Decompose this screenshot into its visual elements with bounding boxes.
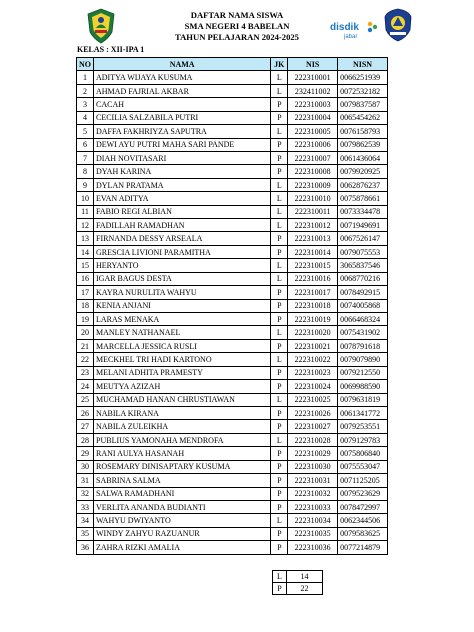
cell-name: MARCELLA JESSICA RUSLI	[94, 339, 271, 352]
cell-nisn: 0075431902	[338, 326, 388, 339]
cell-nisn: 0073334478	[338, 205, 388, 218]
cell-nis: 222310024	[288, 380, 338, 393]
cell-name: ROSEMARY DINISAPTARY KUSUMA	[94, 460, 271, 473]
cell-nisn: 0076158793	[338, 125, 388, 138]
cell-name: GRESCIA LIVIONI PARAMITHA	[94, 245, 271, 258]
cell-no: 27	[77, 420, 94, 433]
cell-nis: 222310003	[288, 98, 338, 111]
cell-nisn: 0079631819	[338, 393, 388, 406]
cell-name: MANLEY NATHANAEL	[94, 326, 271, 339]
cell-nisn: 0079129783	[338, 433, 388, 446]
table-header-row	[77, 58, 388, 71]
cell-nisn: 0075553047	[338, 460, 388, 473]
cell-no: 31	[77, 474, 94, 487]
cell-no: 15	[77, 259, 94, 272]
cell-name: KAYRA NURULITA WAHYU	[94, 286, 271, 299]
cell-no: 34	[77, 514, 94, 527]
cell-nis: 222310028	[288, 433, 338, 446]
svg-text:disdik: disdik	[330, 22, 359, 33]
cell-name: FADILLAH RAMADHAN	[94, 219, 271, 232]
table-row	[77, 474, 388, 487]
summary-row	[273, 583, 323, 595]
table-row	[77, 286, 388, 299]
table-row	[77, 514, 388, 527]
cell-name: AHMAD FAJRIAL AKBAR	[94, 84, 271, 97]
cell-no: 22	[77, 353, 94, 366]
table-row	[77, 433, 388, 446]
table-row	[77, 366, 388, 379]
cell-nisn: 0069988590	[338, 380, 388, 393]
cell-nisn: 0079075553	[338, 245, 388, 258]
cell-jk: P	[271, 366, 288, 379]
table-row	[77, 339, 388, 352]
cell-name: NABILA ZULEIKHA	[94, 420, 271, 433]
summary-count: 22	[287, 583, 323, 595]
cell-name: CACAH	[94, 98, 271, 111]
cell-nisn: 0066251939	[338, 71, 388, 84]
cell-jk: L	[271, 433, 288, 446]
column-header-jk: JK	[271, 58, 288, 71]
table-row	[77, 406, 388, 419]
cell-nis: 222310006	[288, 138, 338, 151]
cell-jk: P	[271, 500, 288, 513]
svg-text:jabar: jabar	[344, 34, 358, 40]
cell-nisn: 0075806840	[338, 447, 388, 460]
cell-no: 8	[77, 165, 94, 178]
cell-nisn: 0074005868	[338, 299, 388, 312]
cell-no: 18	[77, 299, 94, 312]
cell-nis: 222310020	[288, 326, 338, 339]
cell-name: DAFFA FAKHRIYZA SAPUTRA	[94, 125, 271, 138]
cell-no: 30	[77, 460, 94, 473]
table-row	[77, 272, 388, 285]
cell-no: 5	[77, 125, 94, 138]
cell-nis: 222310001	[288, 71, 338, 84]
table-row	[77, 205, 388, 218]
cell-jk: P	[271, 286, 288, 299]
cell-nisn: 0061436064	[338, 151, 388, 164]
school-emblem-logo	[384, 8, 412, 42]
column-header-nisn: NISN	[338, 58, 388, 71]
cell-nis: 222310010	[288, 192, 338, 205]
cell-name: MUCHAMAD HANAN CHRUSTIAWAN	[94, 393, 271, 406]
table-row	[77, 138, 388, 151]
cell-jk: P	[271, 380, 288, 393]
gender-summary-table	[272, 570, 323, 595]
table-row	[77, 500, 388, 513]
cell-name: ADITYA WIJAYA KUSUMA	[94, 71, 271, 84]
table-row	[77, 447, 388, 460]
cell-jk: P	[271, 474, 288, 487]
cell-jk: P	[271, 138, 288, 151]
cell-name: WAHYU DWIYANTO	[94, 514, 271, 527]
cell-no: 21	[77, 339, 94, 352]
cell-nisn: 0061341772	[338, 406, 388, 419]
table-row	[77, 165, 388, 178]
cell-jk: L	[271, 514, 288, 527]
cell-name: DYAH KARINA	[94, 165, 271, 178]
cell-nis: 222310007	[288, 151, 338, 164]
table-row	[77, 245, 388, 258]
cell-nisn: 0062876237	[338, 178, 388, 191]
cell-no: 16	[77, 272, 94, 285]
table-row	[77, 527, 388, 540]
cell-nis: 222310034	[288, 514, 338, 527]
cell-nis: 222310015	[288, 259, 338, 272]
column-header-no: NO	[77, 58, 94, 71]
cell-jk: P	[271, 487, 288, 500]
cell-jk: P	[271, 406, 288, 419]
cell-no: 4	[77, 111, 94, 124]
cell-name: VERLITA ANANDA BUDIANTI	[94, 500, 271, 513]
cell-name: DIAH NOVITASARI	[94, 151, 271, 164]
cell-jk: P	[271, 165, 288, 178]
table-row	[77, 125, 388, 138]
table-row	[77, 460, 388, 473]
summary-row	[273, 571, 323, 583]
table-row	[77, 151, 388, 164]
document-title: DAFTAR NAMA SISWA	[190, 10, 284, 20]
cell-nis: 222310031	[288, 474, 338, 487]
cell-no: 12	[77, 219, 94, 232]
table-row	[77, 259, 388, 272]
cell-nis: 222310025	[288, 393, 338, 406]
cell-name: MECKHEL TRI HADI KARTONO	[94, 353, 271, 366]
cell-nisn: 3065837546	[338, 259, 388, 272]
cell-no: 28	[77, 433, 94, 446]
cell-nisn: 0079837587	[338, 98, 388, 111]
cell-no: 6	[77, 138, 94, 151]
cell-name: CECILIA SALZABILA PUTRI	[94, 111, 271, 124]
cell-nisn: 0062344506	[338, 514, 388, 527]
table-row	[77, 98, 388, 111]
cell-nis: 222310023	[288, 366, 338, 379]
cell-nis: 222310035	[288, 527, 338, 540]
table-row	[77, 487, 388, 500]
cell-no: 9	[77, 178, 94, 191]
cell-name: DYLAN PRATAMA	[94, 178, 271, 191]
cell-name: ZAHRA RIZKI AMALIA	[94, 541, 271, 554]
summary-gender: P	[273, 583, 287, 595]
cell-jk: P	[271, 541, 288, 554]
cell-jk: L	[271, 71, 288, 84]
cell-no: 29	[77, 447, 94, 460]
cell-nisn: 0072532182	[338, 84, 388, 97]
cell-name: SALWA RAMADHANI	[94, 487, 271, 500]
cell-jk: P	[271, 151, 288, 164]
cell-jk: L	[271, 192, 288, 205]
cell-nisn: 0078472997	[338, 500, 388, 513]
cell-name: KENIA ANJANI	[94, 299, 271, 312]
cell-jk: L	[271, 178, 288, 191]
table-row	[77, 326, 388, 339]
cell-nis: 222310011	[288, 205, 338, 218]
table-row	[77, 299, 388, 312]
cell-nis: 222310005	[288, 125, 338, 138]
cell-name: IGAR BAGUS DESTA	[94, 272, 271, 285]
cell-jk: P	[271, 245, 288, 258]
table-row	[77, 178, 388, 191]
cell-nis: 222310014	[288, 245, 338, 258]
cell-nisn: 0065454262	[338, 111, 388, 124]
cell-name: LARAS MENAKA	[94, 313, 271, 326]
cell-nis: 232411002	[288, 84, 338, 97]
cell-nisn: 0079523629	[338, 487, 388, 500]
table-row	[77, 232, 388, 245]
cell-nis: 222310013	[288, 232, 338, 245]
academic-year: TAHUN PELAJARAN 2024-2025	[175, 32, 299, 42]
cell-nis: 222310021	[288, 339, 338, 352]
cell-nisn: 0078791618	[338, 339, 388, 352]
cell-nisn: 0079253551	[338, 420, 388, 433]
cell-name: DEWI AYU PUTRI MAHA SARI PANDE	[94, 138, 271, 151]
cell-jk: P	[271, 460, 288, 473]
cell-jk: P	[271, 527, 288, 540]
cell-nis: 222310009	[288, 178, 338, 191]
cell-nis: 222310030	[288, 460, 338, 473]
table-row	[77, 71, 388, 84]
cell-nis: 222310016	[288, 272, 338, 285]
cell-jk: P	[271, 232, 288, 245]
cell-jk: P	[271, 447, 288, 460]
cell-nis: 222310022	[288, 353, 338, 366]
cell-nisn: 0075878661	[338, 192, 388, 205]
cell-nis: 222310019	[288, 313, 338, 326]
cell-no: 7	[77, 151, 94, 164]
cell-nis: 222310004	[288, 111, 338, 124]
table-row	[77, 313, 388, 326]
cell-name: HERYANTO	[94, 259, 271, 272]
table-row	[77, 219, 388, 232]
cell-name: PUBLIUS YAMONAHA MENDROFA	[94, 433, 271, 446]
student-rows	[77, 71, 388, 554]
cell-jk: P	[271, 339, 288, 352]
table-row	[77, 420, 388, 433]
cell-no: 23	[77, 366, 94, 379]
cell-nisn: 0079212550	[338, 366, 388, 379]
cell-nisn: 0079862539	[338, 138, 388, 151]
cell-name: RANI AULYA HASANAH	[94, 447, 271, 460]
cell-nis: 222310017	[288, 286, 338, 299]
summary-rows	[273, 571, 323, 595]
cell-jk: L	[271, 272, 288, 285]
cell-name: NABILA KIRANA	[94, 406, 271, 419]
cell-name: MELANI ADHITA PRAMESTY	[94, 366, 271, 379]
column-header-nis: NIS	[288, 58, 338, 71]
cell-no: 11	[77, 205, 94, 218]
class-label: KELAS : XII-IPA 1	[77, 45, 145, 54]
cell-jk: L	[271, 219, 288, 232]
cell-no: 19	[77, 313, 94, 326]
cell-jk: L	[271, 125, 288, 138]
summary-gender: L	[273, 571, 287, 583]
summary-count: 14	[287, 571, 323, 583]
cell-jk: L	[271, 326, 288, 339]
cell-jk: L	[271, 259, 288, 272]
cell-nis: 222310018	[288, 299, 338, 312]
cell-no: 13	[77, 232, 94, 245]
cell-no: 3	[77, 98, 94, 111]
cell-jk: L	[271, 393, 288, 406]
cell-jk: P	[271, 98, 288, 111]
cell-no: 20	[77, 326, 94, 339]
cell-nis: 222310033	[288, 500, 338, 513]
school-name: SMA NEGERI 4 BABELAN	[184, 21, 290, 31]
student-table	[76, 57, 388, 555]
table-row	[77, 380, 388, 393]
cell-no: 24	[77, 380, 94, 393]
cell-name: FIRNANDA DESSY ARSEALA	[94, 232, 271, 245]
cell-jk: L	[271, 84, 288, 97]
table-row	[77, 84, 388, 97]
table-row	[77, 541, 388, 554]
cell-jk: P	[271, 299, 288, 312]
cell-jk: P	[271, 111, 288, 124]
cell-nis: 222310008	[288, 165, 338, 178]
cell-nis: 222310012	[288, 219, 338, 232]
cell-nisn: 0079079890	[338, 353, 388, 366]
cell-jk: L	[271, 353, 288, 366]
cell-no: 25	[77, 393, 94, 406]
cell-name: SABRINA SALMA	[94, 474, 271, 487]
cell-nisn: 0079920925	[338, 165, 388, 178]
cell-no: 14	[77, 245, 94, 258]
cell-jk: L	[271, 205, 288, 218]
column-header-name: NAMA	[94, 58, 271, 71]
table-row	[77, 353, 388, 366]
cell-jk: P	[271, 313, 288, 326]
cell-nisn: 0067526147	[338, 232, 388, 245]
cell-name: WINDY ZAHYU RAZUANUR	[94, 527, 271, 540]
cell-nisn: 0079583625	[338, 527, 388, 540]
cell-no: 26	[77, 406, 94, 419]
cell-nisn: 0066468324	[338, 313, 388, 326]
cell-no: 36	[77, 541, 94, 554]
cell-nisn: 0077214879	[338, 541, 388, 554]
cell-nis: 222310032	[288, 487, 338, 500]
cell-no: 32	[77, 487, 94, 500]
cell-nisn: 0071949691	[338, 219, 388, 232]
cell-nisn: 0068770216	[338, 272, 388, 285]
cell-jk: P	[271, 420, 288, 433]
cell-no: 35	[77, 527, 94, 540]
table-row	[77, 393, 388, 406]
cell-nis: 222310029	[288, 447, 338, 460]
cell-nis: 222310027	[288, 420, 338, 433]
cell-nisn: 0071125205	[338, 474, 388, 487]
cell-no: 10	[77, 192, 94, 205]
cell-name: MEUTYA AZIZAH	[94, 380, 271, 393]
cell-nis: 222310026	[288, 406, 338, 419]
cell-no: 2	[77, 84, 94, 97]
cell-nisn: 0078492915	[338, 286, 388, 299]
cell-name: EVAN ADITYA	[94, 192, 271, 205]
cell-no: 1	[77, 71, 94, 84]
cell-no: 17	[77, 286, 94, 299]
table-row	[77, 111, 388, 124]
cell-no: 33	[77, 500, 94, 513]
table-row	[77, 192, 388, 205]
cell-name: FABIO REGI ALBIAN	[94, 205, 271, 218]
cell-nis: 222310036	[288, 541, 338, 554]
